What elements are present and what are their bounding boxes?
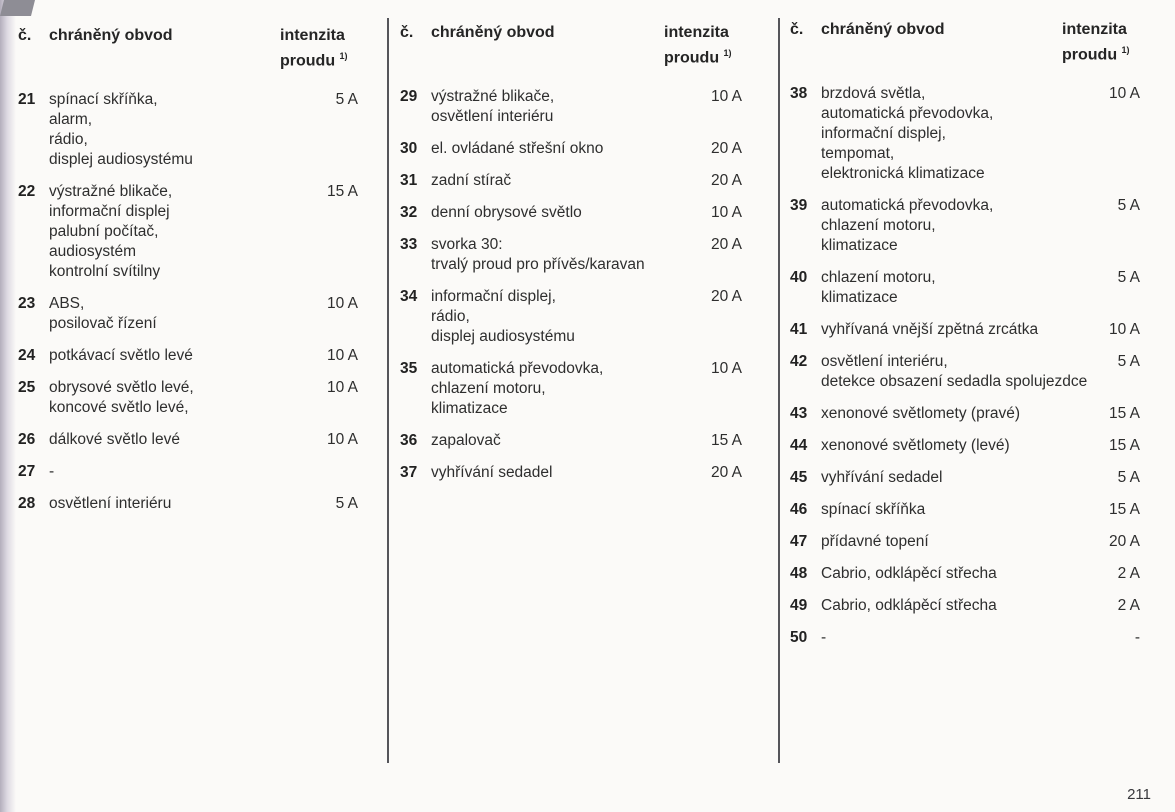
- header-number: č.: [18, 27, 32, 44]
- table-row: [18, 90, 358, 170]
- row-number: 50: [790, 629, 808, 647]
- table-row: [18, 294, 358, 334]
- row-number: 23: [18, 295, 36, 313]
- row-number: 30: [400, 140, 418, 158]
- row-amps: 10 A: [326, 431, 358, 449]
- row-number: 42: [790, 353, 808, 371]
- row-number: 28: [18, 495, 36, 513]
- row-circuit: spínací skříňka, alarm, rádio, displej audiosystému: [49, 91, 193, 169]
- row-amps: 15 A: [1108, 405, 1140, 423]
- row-circuit: výstražné blikače, informační displej palubní počítač, audiosystém kontrolní svítilny: [49, 183, 173, 281]
- row-circuit: vyhřívání sedadel: [431, 464, 553, 482]
- header-number: č.: [790, 21, 804, 38]
- row-amps: 20 A: [710, 288, 742, 306]
- table-row: [790, 564, 1140, 584]
- table-row: [790, 352, 1140, 392]
- row-amps: 10 A: [1108, 85, 1140, 103]
- scan-corner-mark: [0, 0, 35, 16]
- row-circuit: -: [821, 629, 827, 647]
- table-row: [400, 171, 742, 191]
- row-amps: 5 A: [1117, 353, 1140, 371]
- row-circuit: Cabrio, odklápěcí střecha: [821, 565, 997, 583]
- row-number: 47: [790, 533, 808, 551]
- row-number: 45: [790, 469, 808, 487]
- row-circuit: spínací skříňka: [821, 501, 926, 519]
- row-number: 34: [400, 288, 418, 306]
- row-number: 41: [790, 321, 808, 339]
- table-header: [400, 23, 742, 68]
- column-divider: [387, 18, 389, 763]
- row-amps: 10 A: [326, 347, 358, 365]
- row-circuit: automatická převodovka, chlazení motoru, klimatizace: [431, 360, 604, 418]
- row-amps: 20 A: [710, 140, 742, 158]
- header-circuit: chráněný obvod: [49, 27, 173, 44]
- row-circuit: osvětlení interiéru, detekce obsazení sedadla spolujezdce: [821, 353, 1088, 391]
- header-amps: [1062, 20, 1140, 65]
- row-circuit: osvětlení interiéru: [49, 495, 172, 513]
- header-amps-line1: intenzita: [1062, 21, 1127, 38]
- row-number: 39: [790, 197, 808, 215]
- row-number: 31: [400, 172, 418, 190]
- table-row: [790, 84, 1140, 184]
- header-amps-line2: proudu: [664, 49, 720, 67]
- table-body: [400, 87, 742, 483]
- table-row: [790, 404, 1140, 424]
- row-circuit: informační displej, rádio, displej audiosystému: [431, 288, 575, 346]
- row-number: 25: [18, 379, 36, 397]
- column-divider: [778, 18, 780, 763]
- fuse-table-column-3: [790, 20, 1140, 660]
- header-amps: [280, 26, 358, 71]
- row-circuit: zadní stírač: [431, 172, 512, 190]
- table-row: [18, 182, 358, 282]
- table-row: [790, 468, 1140, 488]
- row-amps: 20 A: [1108, 533, 1140, 551]
- footnote-marker: 1): [339, 51, 348, 61]
- row-number: 32: [400, 204, 418, 222]
- row-circuit: vyhřívání sedadel: [821, 469, 943, 487]
- row-circuit: svorka 30: trvalý proud pro přívěs/karavan: [431, 236, 645, 274]
- row-amps: 2 A: [1117, 597, 1140, 615]
- row-number: 49: [790, 597, 808, 615]
- row-circuit: el. ovládané střešní okno: [431, 140, 604, 158]
- table-row: [400, 287, 742, 347]
- page-number: 211: [1127, 786, 1151, 803]
- row-amps: 10 A: [710, 204, 742, 222]
- row-circuit: chlazení motoru, klimatizace: [821, 269, 936, 307]
- footnote-marker: 1): [1121, 45, 1130, 55]
- table-row: [400, 139, 742, 159]
- row-circuit: denní obrysové světlo: [431, 204, 582, 222]
- header-number: č.: [400, 24, 414, 41]
- row-number: 46: [790, 501, 808, 519]
- row-number: 48: [790, 565, 808, 583]
- row-amps: 10 A: [1108, 321, 1140, 339]
- table-row: [790, 628, 1140, 648]
- row-amps: 10 A: [326, 295, 358, 313]
- table-row: [400, 431, 742, 451]
- row-number: 27: [18, 463, 36, 481]
- row-circuit: xenonové světlomety (levé): [821, 437, 1010, 455]
- row-circuit: -: [49, 463, 55, 481]
- table-row: [18, 346, 358, 366]
- row-circuit: obrysové světlo levé, koncové světlo levé,: [49, 379, 194, 417]
- row-number: 44: [790, 437, 808, 455]
- table-row: [790, 268, 1140, 308]
- table-row: [18, 462, 358, 482]
- table-row: [18, 430, 358, 450]
- header-amps-line2: proudu: [1062, 46, 1118, 64]
- row-number: 35: [400, 360, 418, 378]
- row-amps: 5 A: [335, 495, 358, 513]
- table-body: [790, 84, 1140, 648]
- header-amps-line2: proudu: [280, 52, 336, 70]
- table-row: [400, 87, 742, 127]
- table-row: [400, 359, 742, 419]
- row-number: 40: [790, 269, 808, 287]
- row-circuit: automatická převodovka, chlazení motoru, klimatizace: [821, 197, 994, 255]
- row-circuit: přídavné topení: [821, 533, 929, 551]
- row-amps: 10 A: [710, 360, 742, 378]
- table-row: [400, 235, 742, 275]
- table-row: [18, 494, 358, 514]
- row-number: 36: [400, 432, 418, 450]
- row-circuit: brzdová světla, automatická převodovka, informační displej, tempomat, elektronická klimatizace: [821, 85, 994, 183]
- header-circuit: chráněný obvod: [821, 21, 945, 38]
- row-amps: 20 A: [710, 464, 742, 482]
- row-circuit: zapalovač: [431, 432, 501, 450]
- table-row: [790, 196, 1140, 256]
- row-number: 38: [790, 85, 808, 103]
- header-amps-line1: intenzita: [664, 24, 729, 41]
- row-amps: 20 A: [710, 236, 742, 254]
- row-number: 22: [18, 183, 36, 201]
- row-number: 24: [18, 347, 36, 365]
- footnote-marker: 1): [723, 48, 732, 58]
- header-amps: [664, 23, 742, 68]
- table-row: [18, 378, 358, 418]
- row-amps: 15 A: [1108, 501, 1140, 519]
- row-number: 29: [400, 88, 418, 106]
- table-row: [790, 500, 1140, 520]
- row-number: 26: [18, 431, 36, 449]
- row-circuit: xenonové světlomety (pravé): [821, 405, 1021, 423]
- table-body: [18, 90, 358, 514]
- row-amps: 10 A: [710, 88, 742, 106]
- row-amps: 15 A: [1108, 437, 1140, 455]
- row-number: 33: [400, 236, 418, 254]
- table-row: [790, 320, 1140, 340]
- scan-spine-shadow: [0, 0, 16, 812]
- row-number: 43: [790, 405, 808, 423]
- header-circuit: chráněný obvod: [431, 24, 555, 41]
- fuse-table-column-1: [18, 26, 358, 526]
- row-circuit: dálkové světlo levé: [49, 431, 180, 449]
- table-row: [400, 203, 742, 223]
- row-amps: 15 A: [710, 432, 742, 450]
- table-header: [18, 26, 358, 71]
- row-amps: 5 A: [1117, 269, 1140, 287]
- row-amps: 2 A: [1117, 565, 1140, 583]
- row-circuit: potkávací světlo levé: [49, 347, 193, 365]
- row-amps: -: [1134, 629, 1140, 647]
- row-circuit: Cabrio, odklápěcí střecha: [821, 597, 997, 615]
- table-row: [790, 596, 1140, 616]
- row-amps: 5 A: [1117, 469, 1140, 487]
- table-header: [790, 20, 1140, 65]
- row-circuit: výstražné blikače, osvětlení interiéru: [431, 88, 555, 126]
- table-row: [790, 532, 1140, 552]
- row-amps: 5 A: [335, 91, 358, 109]
- row-number: 37: [400, 464, 418, 482]
- fuse-table-column-2: [400, 23, 742, 495]
- row-number: 21: [18, 91, 36, 109]
- row-amps: 15 A: [326, 183, 358, 201]
- row-circuit: ABS, posilovač řízení: [49, 295, 157, 333]
- row-amps: 10 A: [326, 379, 358, 397]
- row-circuit: vyhřívaná vnější zpětná zrcátka: [821, 321, 1039, 339]
- table-row: [790, 436, 1140, 456]
- row-amps: 5 A: [1117, 197, 1140, 215]
- header-amps-line1: intenzita: [280, 27, 345, 44]
- row-amps: 20 A: [710, 172, 742, 190]
- table-row: [400, 463, 742, 483]
